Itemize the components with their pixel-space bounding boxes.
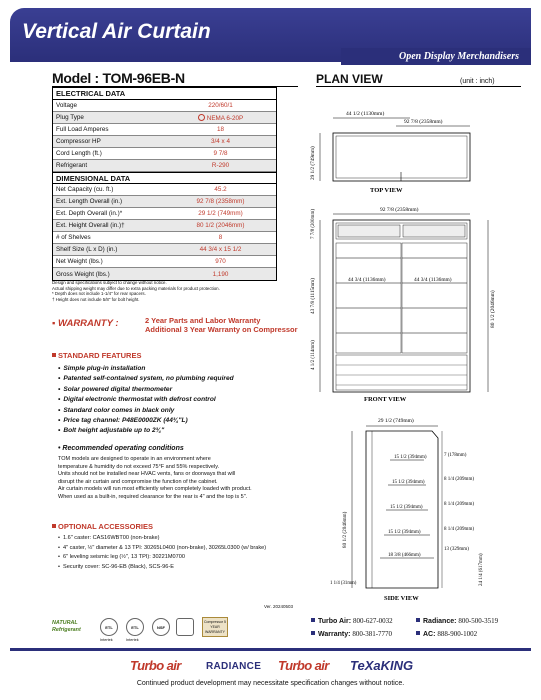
top-view-caption: TOP VIEW [370, 187, 403, 194]
etl-caption: Intertek [126, 638, 139, 642]
contact-item [416, 617, 521, 630]
spec-key: Plug Type [56, 114, 84, 121]
spec-row [53, 256, 276, 268]
accessory-item: • Security cover: SC-96-EB (Black), SCS-96-E [58, 563, 296, 573]
page-subtitle: Open Display Merchandisers [341, 48, 531, 65]
feature-item: • Standard color comes in black only [58, 406, 298, 416]
recommended-heading-text: Recommended operating conditions [62, 445, 184, 452]
spec-value: 220/60/1 [208, 102, 233, 109]
feature-item: • Price tag channel: P48E0000ZK (44¾"L) [58, 416, 298, 426]
side-foot-label: 1 1/4 (31mm) [330, 581, 357, 586]
contact-row [311, 630, 521, 643]
accessory-item: • 6" leveling seismic leg (½", 13 TPI): 30221M0700 [58, 553, 296, 563]
recommended-heading: • Recommended operating conditions [58, 445, 184, 452]
front-view-caption: FRONT VIEW [364, 396, 407, 403]
side-shelf-3-label: 15 1/2 (394mm) [390, 505, 423, 510]
side-shelf-1-label: 15 1/2 (394mm) [394, 455, 427, 460]
front-mid-label: 43 7/8 (1115mm) [310, 278, 316, 314]
spec-value: 1,190 [212, 270, 229, 278]
spec-value: 9 7/8 [213, 150, 228, 157]
contact-row [311, 617, 521, 630]
spec-row [53, 100, 276, 112]
spec-row [53, 232, 276, 244]
spec-value: 18 [216, 126, 224, 133]
spec-row [53, 196, 276, 208]
texaking-logo: TeXaKING [350, 658, 414, 673]
feature-item: • Digital electronic thermostat with defrost control [58, 395, 298, 405]
spec-key: Gross Weight (lbs.) [56, 270, 110, 278]
feature-item: • Simple plug-in installation [58, 364, 298, 374]
side-total-label: 24 1/4 (617mm) [479, 553, 484, 586]
spec-key: Ext. Length Overall (in.) [56, 198, 123, 205]
warranty-label-text: WARRANTY : [58, 318, 119, 329]
side-h2-label: 8 1/4 (209mm) [444, 477, 474, 482]
side-view [330, 417, 484, 602]
spec-key: Full Load Amperes [56, 126, 109, 133]
features-list [58, 364, 298, 437]
footer-divider [10, 648, 531, 651]
accessory-item: • 1.6" caster: CAS16WBT00 (non-brake) [58, 534, 296, 544]
warranty-label: ▪ WARRANTY : [52, 318, 119, 329]
front-top-label: 7 7/8 (200mm) [311, 209, 316, 239]
contact-label: AC: [423, 631, 436, 638]
side-h1-label: 7 (178mm) [444, 453, 467, 458]
feature-item: • Solar powered digital thermometer [58, 385, 298, 395]
spec-key: Refrigerant [56, 162, 88, 169]
bullet-square-icon [416, 631, 420, 635]
spec-row [53, 124, 276, 136]
accessories-heading [52, 522, 153, 531]
footer-note: Continued product development may necessitate specification changes without notice. [136, 680, 405, 687]
spec-key: Net Capacity (cu. ft.) [56, 186, 114, 193]
spec-value: NEMA 6-20P [206, 114, 244, 122]
spec-row [53, 160, 276, 172]
version-label: Ver. 20240503 [264, 604, 294, 609]
page-title: Vertical Air Curtain [22, 20, 211, 43]
etl-logo: ETL [100, 618, 118, 636]
spec-value: 45.2 [214, 186, 227, 193]
contact-label: Radiance: [423, 618, 457, 625]
contact-number[interactable]: 800-500-3519 [458, 617, 499, 625]
spec-value: 8 [218, 234, 223, 241]
spec-key: Net Weight (lbs.) [56, 258, 103, 265]
spec-table [52, 87, 277, 281]
top-view-depth-label: 29 1/2 (749mm) [310, 146, 316, 180]
natural-refrigerant-logo: NATURAL Refrigerant [52, 620, 81, 633]
spec-key: Ext. Depth Overall (in.)* [56, 210, 123, 217]
spec-row [53, 148, 276, 160]
contact-number[interactable]: 800-627-0032 [353, 617, 393, 625]
contact-number[interactable]: 800-381-7770 [352, 630, 393, 638]
contact-item [311, 630, 416, 643]
electrical-heading: ELECTRICAL DATA [53, 88, 276, 100]
nsf-logo: NSF [152, 618, 170, 636]
energy-logo [176, 618, 194, 636]
side-shelf-2-label: 15 1/2 (394mm) [392, 480, 425, 485]
spec-value: 29 1/2 (749mm) [198, 210, 243, 217]
turbo-air-logo: Turbo air [278, 658, 329, 673]
spec-key: Cord Length (ft.) [56, 150, 102, 157]
note-line: * Depth does not include 1-1/4" for rear spacers. [52, 291, 146, 297]
note-line: † Height does not include 5/8" for bolt height. [52, 296, 140, 302]
spec-value: 3/4 x 4 [211, 138, 230, 145]
page-header [10, 8, 531, 62]
warranty-values [145, 316, 298, 334]
plan-view-title: PLAN VIEW [316, 72, 383, 86]
side-shelf-4-label: 15 1/2 (394mm) [388, 530, 421, 535]
accessories-heading-text: OPTIONAL ACCESSORIES [58, 522, 154, 531]
spec-row [53, 244, 276, 256]
bullet-square-icon [416, 618, 420, 622]
accessory-item: • 4" caster, ½" diameter & 13 TPI: 30265L0400 (non-brake), 30265L0300 (w/ brake) [58, 544, 296, 554]
feature-item: • Bolt height adjustable up to 2¾" [58, 426, 298, 436]
divider [316, 86, 521, 87]
side-h4-label: 8 1/4 (209mm) [444, 527, 474, 532]
warranty-badge: Compressor 5 YEAR WARRANTY [202, 617, 228, 637]
contact-item [416, 630, 521, 643]
recommended-body [58, 456, 296, 502]
model-number: Model : TOM-96EB-N [52, 70, 185, 86]
contact-number[interactable]: 888-900-1002 [437, 630, 478, 638]
spec-key: Ext. Height Overall (in.)† [56, 222, 125, 229]
contact-label: Turbo Air: [318, 618, 352, 625]
etl-sanitation-logo: ETL [126, 618, 144, 636]
shelf-right-label: 44 3/4 (1136mm) [414, 277, 452, 283]
top-view-width-label: 44 1/2 (1130mm) [346, 111, 385, 117]
front-view-width-label: 92 7/8 (2358mm) [380, 207, 419, 213]
top-view-overall-label: 92 7/8 (2358mm) [404, 119, 443, 125]
spec-key: Shelf Size (L x D) (in.) [56, 246, 118, 253]
spec-key: # of Shelves [56, 234, 91, 241]
contact-block [311, 617, 521, 643]
recommended-line: temperature & humidity do not exceed 75°F and 55% respectively. [58, 463, 220, 470]
side-base-label: 18 3/8 (466mm) [388, 553, 421, 558]
plug-icon [198, 114, 205, 121]
front-view [309, 206, 496, 403]
side-height-label: 80 1/2 (2046mm) [342, 511, 348, 548]
top-view [309, 110, 470, 194]
side-h5-label: 13 (329mm) [444, 547, 469, 552]
spec-value: 92 7/8 (2358mm) [196, 198, 245, 205]
side-depth-label: 29 1/2 (749mm) [378, 418, 414, 424]
contact-item [311, 617, 416, 630]
recommended-line: Air curtain models will run most efficiently when completely loaded with product. [58, 486, 252, 493]
shelf-left-label: 44 3/4 (1136mm) [348, 277, 386, 283]
unit-label: (unit : inch) [460, 78, 495, 85]
bullet-square-icon [52, 524, 56, 528]
recommended-line: Units should not be installed near HVAC vents, fans or doorways that will [58, 471, 236, 478]
features-heading-text: STANDARD FEATURES [58, 351, 142, 360]
spec-value: 44 3/4 x 15 1/2 [199, 246, 242, 253]
spec-row [53, 112, 276, 124]
features-heading [52, 351, 141, 360]
turbo-air-logo: Turbo air [130, 658, 181, 673]
plan-view-drawings [300, 88, 535, 608]
spec-value: 80 1/2 (2046mm) [196, 222, 245, 229]
spec-row [53, 136, 276, 148]
contact-label: Warranty: [318, 631, 351, 638]
brand-logos [130, 658, 420, 674]
spec-row [53, 220, 276, 232]
spec-key: Voltage [56, 102, 78, 109]
spec-value: 970 [215, 258, 226, 265]
front-height-label: 80 1/2 (2046mm) [490, 290, 496, 328]
spec-row [53, 268, 276, 280]
recommended-line: When used as a built-in, required clearance for the rear is 4" and the top is 5". [58, 493, 248, 500]
recommended-line: TOM models are designed to operate in an environment where [58, 456, 211, 462]
certification-logos [52, 614, 302, 644]
spec-notes [52, 280, 282, 302]
recommended-line: disrupt the air curtain and compromise the function of the cabinet. [58, 478, 218, 485]
warranty-line: 2 Year Parts and Labor Warranty [145, 316, 261, 325]
dimensional-heading: DIMENSIONAL DATA [53, 172, 276, 184]
radiance-logo: RADIANCE [206, 661, 262, 672]
spec-row [53, 184, 276, 196]
front-bottom-label: 4 1/2 (114mm) [311, 340, 316, 370]
warranty-line: Additional 3 Year Warranty on Compressor [145, 325, 298, 334]
spec-key: Compressor HP [56, 138, 101, 145]
spec-value: R-290 [211, 162, 230, 169]
bullet-square-icon [52, 353, 56, 357]
accessories-list [58, 534, 296, 572]
feature-item: • Patented self-contained system, no plumbing required [58, 374, 298, 384]
spec-value-plug [165, 114, 276, 122]
side-h3-label: 8 1/4 (209mm) [444, 502, 474, 507]
note-line: Design and specifications subject to change without notice. [52, 280, 167, 285]
note-line: Actual shipping weight may differ due to extra packing materials for product protection. [52, 285, 220, 291]
etl-caption: Intertek [100, 638, 113, 642]
bullet-square-icon [311, 618, 315, 622]
side-view-caption: SIDE VIEW [384, 595, 419, 602]
spec-row [53, 208, 276, 220]
bullet-square-icon [311, 631, 315, 635]
